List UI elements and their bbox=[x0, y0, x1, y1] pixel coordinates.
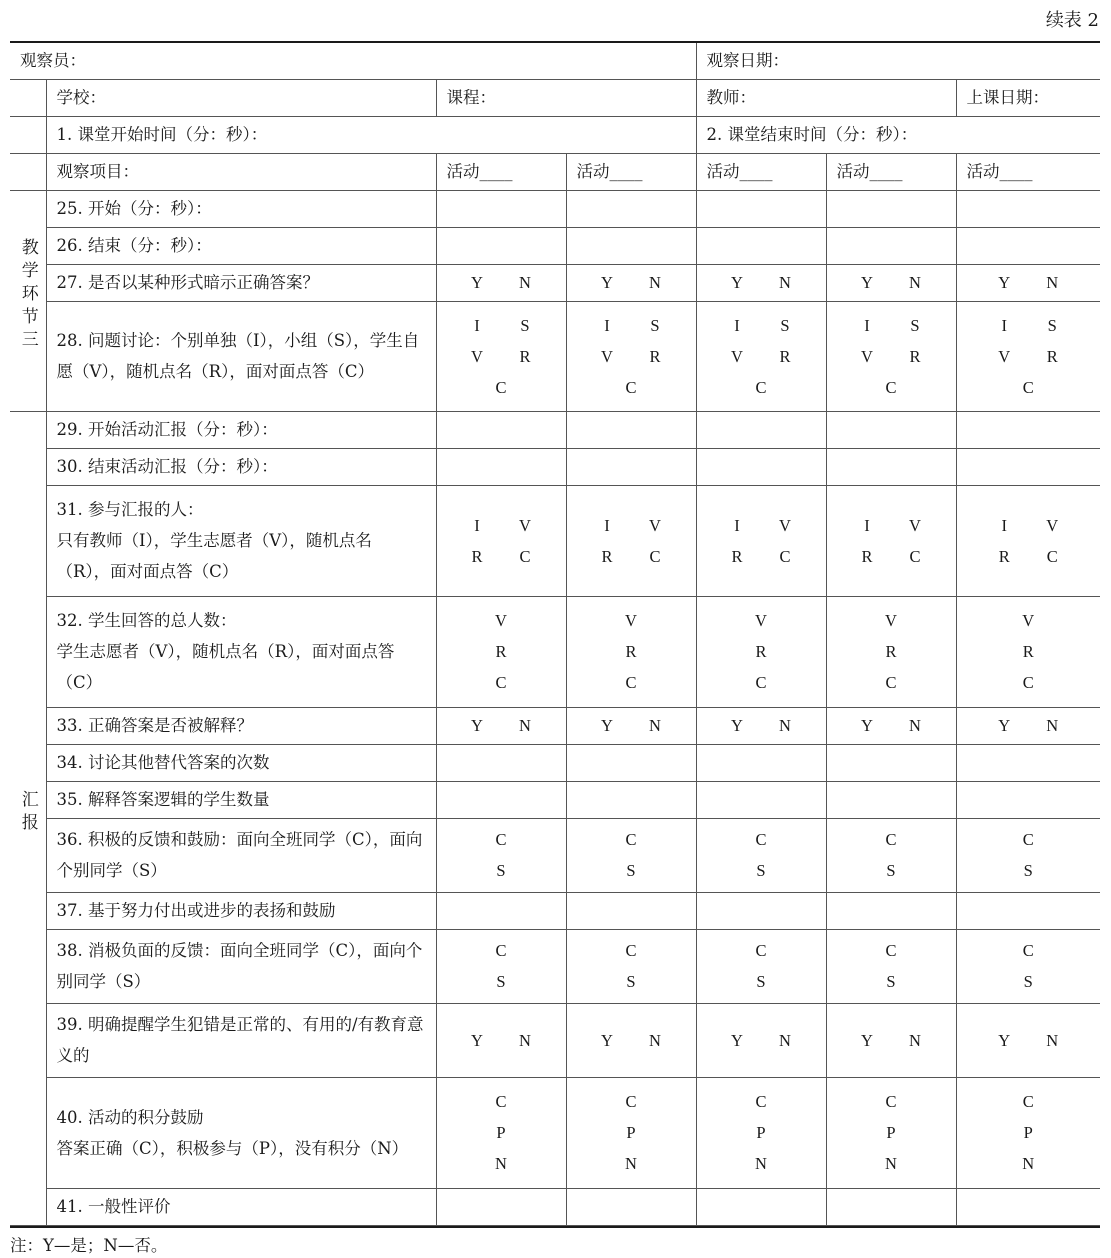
code-i: I bbox=[604, 315, 610, 335]
answer-cell bbox=[826, 818, 956, 892]
answer-cell bbox=[956, 818, 1100, 892]
code-n: N bbox=[519, 273, 531, 292]
code-n: N bbox=[519, 1030, 531, 1050]
item-34: 34. 讨论其他替代答案的次数 bbox=[46, 744, 436, 781]
code-r: R bbox=[1022, 642, 1034, 661]
row-38 bbox=[10, 929, 1100, 1003]
code-c: C bbox=[755, 830, 767, 849]
code-y: Y bbox=[861, 273, 873, 292]
answer-cell bbox=[436, 892, 566, 929]
code-c: C bbox=[625, 673, 637, 692]
item-label-cell: 观察项目： bbox=[46, 153, 436, 190]
section-3-text: 教学环节三 bbox=[17, 237, 38, 353]
row-35 bbox=[10, 781, 1100, 818]
code-v: V bbox=[495, 611, 507, 630]
item-40-title: 40. 活动的积分鼓励 bbox=[56, 1107, 204, 1127]
item-40-body: 答案正确（C），积极参与（P），没有积分（N） bbox=[56, 1138, 409, 1158]
start-time-cell: 1. 课堂开始时间（分：秒）： bbox=[46, 116, 696, 153]
row-30 bbox=[10, 448, 1100, 485]
item-33: 33. 正确答案是否被解释？ bbox=[46, 707, 436, 744]
item-31 bbox=[46, 485, 436, 596]
code-i: I bbox=[864, 515, 870, 535]
code-c: C bbox=[1022, 1092, 1034, 1111]
code-v: V bbox=[601, 346, 613, 366]
code-c: C bbox=[1022, 377, 1034, 397]
row-36 bbox=[10, 818, 1100, 892]
code-v: V bbox=[885, 611, 897, 630]
row-29 bbox=[10, 411, 1100, 448]
activity-4-cell: 活动____ bbox=[826, 153, 956, 190]
answer-cell bbox=[566, 744, 696, 781]
code-r: R bbox=[495, 642, 507, 661]
answer-cell bbox=[956, 929, 1100, 1003]
code-n: N bbox=[885, 1154, 897, 1173]
code-n: N bbox=[649, 1030, 661, 1050]
code-c: C bbox=[755, 1092, 767, 1111]
code-c: C bbox=[755, 941, 767, 960]
code-c: C bbox=[885, 673, 897, 692]
code-s: S bbox=[780, 315, 790, 335]
code-y: Y bbox=[601, 716, 613, 735]
code-s: S bbox=[886, 861, 896, 880]
code-c: C bbox=[885, 830, 897, 849]
code-n: N bbox=[909, 1030, 921, 1050]
code-v: V bbox=[649, 515, 661, 535]
observation-table bbox=[10, 41, 1100, 1228]
item-41: 41. 一般性评价 bbox=[46, 1188, 436, 1225]
code-s: S bbox=[910, 315, 920, 335]
code-i: I bbox=[734, 315, 740, 335]
code-r: R bbox=[998, 546, 1010, 566]
answer-cell bbox=[696, 707, 826, 744]
code-s: S bbox=[496, 972, 506, 991]
code-p: P bbox=[756, 1123, 766, 1142]
code-s: S bbox=[520, 315, 530, 335]
answer-cell bbox=[566, 301, 696, 411]
answer-cell bbox=[826, 411, 956, 448]
school-cell: 学校： bbox=[46, 79, 436, 116]
code-c: C bbox=[1022, 830, 1034, 849]
code-i: I bbox=[734, 515, 740, 535]
answer-cell bbox=[956, 190, 1100, 227]
answer-cell bbox=[436, 781, 566, 818]
answer-cell bbox=[566, 1188, 696, 1225]
answer-cell bbox=[566, 596, 696, 707]
answer-cell bbox=[566, 448, 696, 485]
answer-cell bbox=[566, 1003, 696, 1077]
answer-cell bbox=[696, 485, 826, 596]
code-i: I bbox=[1001, 315, 1007, 335]
section-3-label bbox=[10, 190, 46, 411]
course-cell: 课程： bbox=[436, 79, 696, 116]
code-v: V bbox=[731, 346, 743, 366]
code-v: V bbox=[1022, 611, 1035, 630]
item-26: 26. 结束（分：秒）： bbox=[46, 227, 436, 264]
answer-cell bbox=[436, 485, 566, 596]
code-n: N bbox=[779, 716, 791, 735]
answer-cell bbox=[956, 485, 1100, 596]
code-n: N bbox=[909, 273, 921, 292]
class-date-cell: 上课日期： bbox=[956, 79, 1100, 116]
code-y: Y bbox=[471, 273, 483, 292]
answer-cell bbox=[436, 301, 566, 411]
answer-cell bbox=[566, 1077, 696, 1188]
code-c: C bbox=[625, 1092, 637, 1111]
answer-cell bbox=[566, 818, 696, 892]
answer-cell bbox=[566, 707, 696, 744]
row-32 bbox=[10, 596, 1100, 707]
code-i: I bbox=[474, 315, 480, 335]
item-29: 29. 开始活动汇报（分：秒）： bbox=[46, 411, 436, 448]
code-y: Y bbox=[731, 716, 743, 735]
code-c: C bbox=[495, 673, 507, 692]
answer-cell bbox=[826, 596, 956, 707]
answer-cell bbox=[696, 411, 826, 448]
code-p: P bbox=[886, 1123, 896, 1142]
answer-cell bbox=[696, 264, 826, 301]
spacer-cell bbox=[10, 1225, 46, 1227]
code-r: R bbox=[861, 546, 873, 566]
code-i: I bbox=[864, 315, 870, 335]
code-r: R bbox=[885, 642, 897, 661]
answer-cell bbox=[826, 707, 956, 744]
row-28 bbox=[10, 301, 1100, 411]
answer-cell bbox=[566, 227, 696, 264]
answer-cell bbox=[826, 264, 956, 301]
item-39: 39. 明确提醒学生犯错是正常的、有用的/有教育意义的 bbox=[46, 1003, 436, 1077]
answer-cell bbox=[696, 929, 826, 1003]
code-s: S bbox=[1023, 972, 1033, 991]
code-c: C bbox=[495, 830, 507, 849]
answer-cell bbox=[826, 301, 956, 411]
answer-cell bbox=[696, 190, 826, 227]
answer-cell bbox=[436, 1077, 566, 1188]
code-v: V bbox=[625, 611, 637, 630]
answer-cell bbox=[956, 1003, 1100, 1077]
blank-cell bbox=[10, 153, 46, 190]
header-row-observer bbox=[10, 42, 1100, 79]
code-y: Y bbox=[601, 273, 613, 292]
code-y: Y bbox=[731, 273, 743, 292]
answer-cell bbox=[436, 818, 566, 892]
code-v: V bbox=[1046, 515, 1059, 535]
code-c: C bbox=[755, 377, 767, 397]
code-s: S bbox=[626, 861, 636, 880]
answer-cell bbox=[696, 227, 826, 264]
code-c: C bbox=[779, 546, 791, 566]
code-s: S bbox=[1023, 861, 1033, 880]
answer-cell bbox=[566, 781, 696, 818]
row-37 bbox=[10, 892, 1100, 929]
blank-cell bbox=[10, 116, 46, 153]
item-28: 28. 问题讨论：个别单独（I），小组（S），学生自愿（V），随机点名（R），面对面点答（C） bbox=[46, 301, 436, 411]
row-33 bbox=[10, 707, 1100, 744]
answer-cell bbox=[436, 596, 566, 707]
answer-cell bbox=[566, 929, 696, 1003]
answer-cell bbox=[436, 1003, 566, 1077]
code-y: Y bbox=[471, 1030, 483, 1050]
code-r: R bbox=[1046, 346, 1058, 366]
answer-cell bbox=[956, 892, 1100, 929]
code-n: N bbox=[1046, 716, 1059, 735]
code-c: C bbox=[1022, 941, 1034, 960]
row-40 bbox=[10, 1077, 1100, 1188]
answer-cell bbox=[826, 1077, 956, 1188]
code-n: N bbox=[779, 273, 791, 292]
code-y: Y bbox=[471, 716, 483, 735]
answer-cell bbox=[696, 744, 826, 781]
item-25: 25. 开始（分：秒）： bbox=[46, 190, 436, 227]
answer-cell bbox=[826, 1188, 956, 1225]
code-r: R bbox=[731, 546, 743, 566]
code-v: V bbox=[909, 515, 921, 535]
code-v: V bbox=[998, 346, 1011, 366]
item-31-body: 只有教师（I），学生志愿者（V），随机点名（R），面对面点答（C） bbox=[56, 531, 372, 581]
code-n: N bbox=[909, 716, 921, 735]
header-row-items bbox=[10, 153, 1100, 190]
answer-cell bbox=[826, 929, 956, 1003]
row-34 bbox=[10, 744, 1100, 781]
item-37: 37. 基于努力付出或进步的表扬和鼓励 bbox=[46, 892, 436, 929]
activity-5-cell: 活动____ bbox=[956, 153, 1100, 190]
code-c: C bbox=[649, 546, 661, 566]
item-32 bbox=[46, 596, 436, 707]
section-report-text: 汇报 bbox=[17, 789, 38, 836]
answer-cell bbox=[436, 448, 566, 485]
blank-cell bbox=[10, 79, 46, 116]
continued-label: 续表 2 bbox=[1045, 10, 1099, 31]
row-27 bbox=[10, 264, 1100, 301]
answer-cell bbox=[436, 227, 566, 264]
row-41 bbox=[10, 1188, 1100, 1225]
answer-cell bbox=[696, 781, 826, 818]
code-r: R bbox=[779, 346, 791, 366]
code-s: S bbox=[650, 315, 660, 335]
code-s: S bbox=[756, 972, 766, 991]
code-n: N bbox=[779, 1030, 791, 1050]
answer-cell bbox=[566, 892, 696, 929]
answer-cell bbox=[696, 1077, 826, 1188]
answer-cell bbox=[436, 1188, 566, 1225]
code-n: N bbox=[625, 1154, 637, 1173]
code-p: P bbox=[626, 1123, 636, 1142]
code-c: C bbox=[909, 546, 921, 566]
answer-cell bbox=[436, 264, 566, 301]
answer-cell bbox=[956, 781, 1100, 818]
code-i: I bbox=[1001, 515, 1007, 535]
code-r: R bbox=[625, 642, 637, 661]
code-s: S bbox=[496, 861, 506, 880]
code-n: N bbox=[1046, 273, 1059, 292]
answer-cell bbox=[826, 744, 956, 781]
code-y: Y bbox=[731, 1030, 743, 1050]
item-38: 38. 消极负面的反馈：面向全班同学（C），面向个别同学（S） bbox=[46, 929, 436, 1003]
answer-cell bbox=[956, 707, 1100, 744]
row-31 bbox=[10, 485, 1100, 596]
row-25 bbox=[10, 190, 1100, 227]
item-36: 36. 积极的反馈和鼓励：面向全班同学（C），面向个别同学（S） bbox=[46, 818, 436, 892]
code-c: C bbox=[1046, 546, 1058, 566]
answer-cell bbox=[826, 892, 956, 929]
code-y: Y bbox=[998, 273, 1011, 292]
answer-cell bbox=[696, 892, 826, 929]
item-40 bbox=[46, 1077, 436, 1188]
code-c: C bbox=[625, 941, 637, 960]
item-27: 27. 是否以某种形式暗示正确答案？ bbox=[46, 264, 436, 301]
code-n: N bbox=[755, 1154, 767, 1173]
answer-cell bbox=[696, 1188, 826, 1225]
answer-cell bbox=[826, 781, 956, 818]
code-r: R bbox=[601, 546, 613, 566]
code-s: S bbox=[626, 972, 636, 991]
answer-cell bbox=[956, 301, 1100, 411]
spacer-row bbox=[10, 1225, 1100, 1227]
answer-cell bbox=[696, 818, 826, 892]
code-n: N bbox=[649, 716, 661, 735]
code-s: S bbox=[886, 972, 896, 991]
row-39 bbox=[10, 1003, 1100, 1077]
row-26 bbox=[10, 227, 1100, 264]
code-c: C bbox=[885, 377, 897, 397]
code-r: R bbox=[471, 546, 483, 566]
code-i: I bbox=[474, 515, 480, 535]
code-r: R bbox=[755, 642, 767, 661]
code-i: I bbox=[604, 515, 610, 535]
code-c: C bbox=[625, 830, 637, 849]
answer-cell bbox=[566, 485, 696, 596]
code-c: C bbox=[1022, 673, 1034, 692]
answer-cell bbox=[436, 744, 566, 781]
answer-cell bbox=[826, 190, 956, 227]
answer-cell bbox=[956, 1077, 1100, 1188]
answer-cell bbox=[956, 264, 1100, 301]
code-v: V bbox=[519, 515, 531, 535]
code-r: R bbox=[519, 346, 531, 366]
code-n: N bbox=[1022, 1154, 1035, 1173]
section-report-label bbox=[10, 411, 46, 1225]
code-v: V bbox=[755, 611, 767, 630]
code-n: N bbox=[495, 1154, 507, 1173]
answer-cell bbox=[696, 301, 826, 411]
code-v: V bbox=[861, 346, 873, 366]
answer-cell bbox=[696, 1003, 826, 1077]
item-32-body: 学生志愿者（V），随机点名（R），面对面点答（C） bbox=[56, 642, 395, 692]
answer-cell bbox=[696, 448, 826, 485]
answer-cell bbox=[826, 1003, 956, 1077]
code-s: S bbox=[756, 861, 766, 880]
table-note: 注：Y—是；N—否。 bbox=[10, 1236, 168, 1255]
answer-cell bbox=[696, 596, 826, 707]
code-r: R bbox=[649, 346, 661, 366]
code-c: C bbox=[495, 377, 507, 397]
observe-date-cell: 观察日期： bbox=[696, 42, 1100, 79]
code-y: Y bbox=[601, 1030, 613, 1050]
item-31-title: 31. 参与汇报的人： bbox=[56, 500, 204, 519]
answer-cell bbox=[956, 227, 1100, 264]
code-y: Y bbox=[998, 1030, 1011, 1050]
answer-cell bbox=[956, 1188, 1100, 1225]
code-y: Y bbox=[861, 1030, 873, 1050]
activity-2-cell: 活动____ bbox=[566, 153, 696, 190]
code-y: Y bbox=[998, 716, 1011, 735]
answer-cell bbox=[956, 744, 1100, 781]
answer-cell bbox=[566, 190, 696, 227]
answer-cell bbox=[436, 707, 566, 744]
activity-1-cell: 活动____ bbox=[436, 153, 566, 190]
answer-cell bbox=[826, 227, 956, 264]
observer-cell: 观察员： bbox=[10, 42, 696, 79]
item-35: 35. 解释答案逻辑的学生数量 bbox=[46, 781, 436, 818]
answer-cell bbox=[566, 411, 696, 448]
answer-cell bbox=[436, 411, 566, 448]
item-32-title: 32. 学生回答的总人数： bbox=[56, 611, 237, 630]
code-c: C bbox=[495, 1092, 507, 1111]
answer-cell bbox=[566, 264, 696, 301]
activity-3-cell: 活动____ bbox=[696, 153, 826, 190]
code-c: C bbox=[755, 673, 767, 692]
code-n: N bbox=[519, 716, 531, 735]
code-c: C bbox=[495, 941, 507, 960]
answer-cell bbox=[436, 929, 566, 1003]
teacher-cell: 教师： bbox=[696, 79, 956, 116]
code-c: C bbox=[885, 1092, 897, 1111]
code-p: P bbox=[1023, 1123, 1033, 1142]
answer-cell bbox=[956, 596, 1100, 707]
answer-cell bbox=[826, 485, 956, 596]
code-c: C bbox=[519, 546, 531, 566]
header-row-school bbox=[10, 79, 1100, 116]
code-v: V bbox=[471, 346, 483, 366]
item-30: 30. 结束活动汇报（分：秒）： bbox=[46, 448, 436, 485]
code-n: N bbox=[649, 273, 661, 292]
answer-cell bbox=[956, 448, 1100, 485]
code-n: N bbox=[1046, 1030, 1059, 1050]
code-v: V bbox=[779, 515, 791, 535]
answer-cell bbox=[956, 411, 1100, 448]
code-s: S bbox=[1047, 315, 1057, 335]
code-y: Y bbox=[861, 716, 873, 735]
code-p: P bbox=[496, 1123, 506, 1142]
header-row-time bbox=[10, 116, 1100, 153]
code-c: C bbox=[625, 377, 637, 397]
answer-cell bbox=[436, 190, 566, 227]
answer-cell bbox=[826, 448, 956, 485]
end-time-cell: 2. 课堂结束时间（分：秒）： bbox=[696, 116, 1100, 153]
code-r: R bbox=[909, 346, 921, 366]
code-c: C bbox=[885, 941, 897, 960]
